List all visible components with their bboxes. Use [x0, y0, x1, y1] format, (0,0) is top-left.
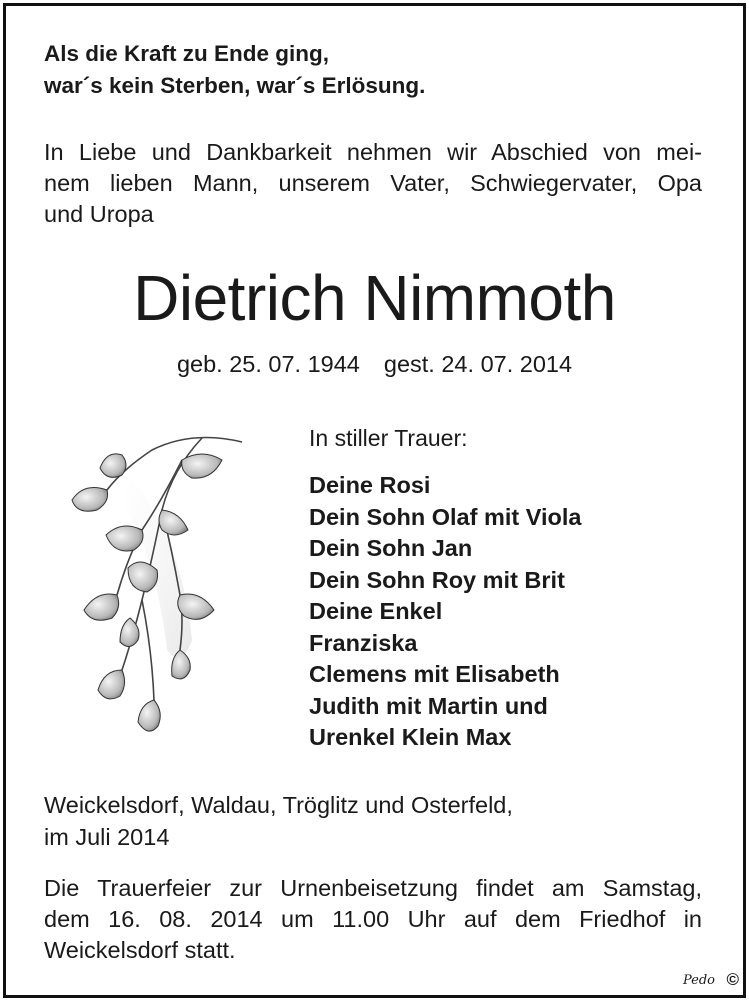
deceased-name: Dietrich Nimmoth [133, 262, 616, 334]
signature: Pedo [682, 973, 715, 988]
service-notice [44, 873, 702, 966]
list-item: Clemens mit Elisabeth [309, 661, 560, 687]
list-item: Dein Sohn Jan [309, 535, 473, 561]
service-line: dem 16. 08. 2014 um 11.00 Uhr auf dem Friedhof in [44, 906, 702, 932]
motto [44, 38, 425, 102]
list-item: Deine Enkel [309, 598, 443, 624]
life-dates [0, 348, 749, 380]
place-and-date [44, 790, 513, 853]
mourning-heading: In stiller Trauer: [309, 425, 468, 451]
motto-line: Als die Kraft zu Ende ging, [44, 41, 330, 66]
list-item: Dein Sohn Olaf mit Viola [309, 503, 582, 530]
mourners-list [309, 470, 581, 754]
copyright-mark: © [726, 970, 739, 989]
date-line: im Juli 2014 [44, 823, 170, 850]
list-item: Dein Sohn Roy mit Brit [309, 566, 565, 593]
intro-text [44, 137, 702, 230]
place-line: Weickelsdorf, Waldau, Tröglitz und Osterfeld, [44, 792, 513, 818]
list-item: Urenkel Klein Max [309, 724, 512, 750]
birch-branch-icon [62, 420, 252, 750]
motto-line: war´s kein Sterben, war´s Erlösung. [44, 73, 426, 98]
service-line: Die Trauerfeier zur Urnenbeisetzung findet am Samstag, [44, 875, 702, 901]
intro-line: nem lieben Mann, unserem Vater, Schwiegervater, Opa [44, 170, 702, 196]
list-item: Judith mit Martin und [309, 692, 548, 719]
list-item: Deine Rosi [309, 472, 431, 498]
service-line: Weickelsdorf statt. [44, 937, 236, 963]
list-item: Franziska [309, 629, 418, 656]
birth-date: geb. 25. 07. 1944 [176, 351, 360, 377]
intro-line: In Liebe und Dankbarkeit nehmen wir Abschied von mei- [44, 139, 702, 165]
intro-line: und Uropa [44, 201, 154, 227]
death-date: gest. 24. 07. 2014 [383, 351, 573, 377]
